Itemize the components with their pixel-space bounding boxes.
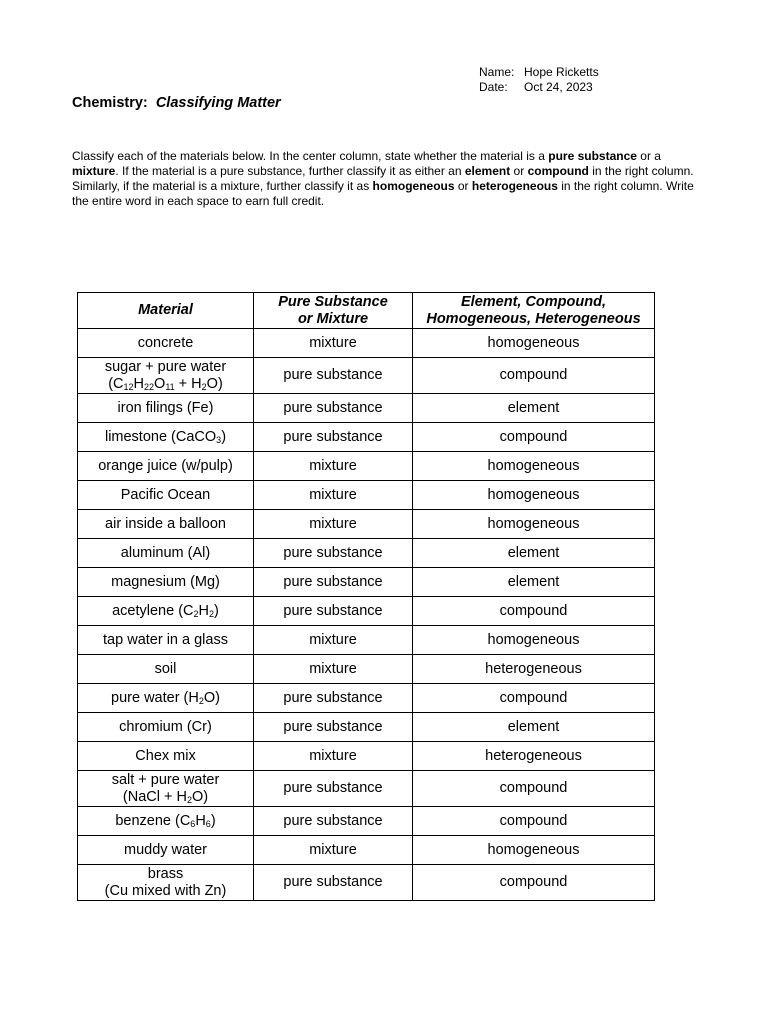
table-row: [78, 481, 655, 510]
instr-bold: compound: [527, 164, 589, 178]
cell-pure-or-mixture: pure substance: [254, 865, 413, 901]
cell-pure-or-mixture: pure substance: [254, 597, 413, 626]
title-prefix: Chemistry:: [72, 95, 148, 111]
header-class-line1: Element, Compound,: [461, 293, 606, 310]
instr-text: . If the material is a pure substance, further classify it as either an: [115, 164, 465, 178]
header-pure-or-mixture: [254, 293, 413, 329]
instr-bold: element: [464, 164, 511, 178]
instr-bold: pure substance: [548, 149, 637, 163]
cell-classification: homogeneous: [413, 329, 655, 358]
cell-pure-or-mixture: mixture: [254, 742, 413, 771]
date-row: [479, 80, 599, 95]
table-row: [78, 423, 655, 452]
instr-text: or: [510, 164, 528, 178]
table-row: [78, 771, 655, 807]
instr-text: in the right column. Similarly, if the material is a mixture, further classify it as: [72, 164, 694, 193]
cell-pure-or-mixture: mixture: [254, 329, 413, 358]
table-row: [78, 807, 655, 836]
cell-pure-or-mixture: pure substance: [254, 568, 413, 597]
cell-pure-or-mixture: pure substance: [254, 423, 413, 452]
instr-text: or a: [636, 149, 661, 163]
cell-classification: homogeneous: [413, 452, 655, 481]
cell-pure-or-mixture: mixture: [254, 452, 413, 481]
table-row: [78, 836, 655, 865]
header-class-line2: Homogeneous, Heterogeneous: [426, 310, 641, 327]
cell-material: soil: [78, 655, 254, 684]
instr-bold: mixture: [72, 164, 116, 178]
cell-pure-or-mixture: mixture: [254, 626, 413, 655]
cell-material: benzene $(C_6H_6)$: [78, 807, 254, 836]
table-row: [78, 655, 655, 684]
instr-text: in the right column. Write the entire word in each space to earn full credit.: [72, 179, 694, 208]
cell-classification: heterogeneous: [413, 655, 655, 684]
header-material: Material: [78, 293, 254, 329]
cell-material: chromium (Cr): [78, 713, 254, 742]
header-pure-line1: Pure Substance: [278, 293, 388, 310]
header-classification: [413, 293, 655, 329]
instr-text: or: [454, 179, 472, 193]
header-pure-line2: or Mixture: [297, 310, 369, 327]
name-row: [479, 65, 599, 80]
date-label: Date:: [479, 80, 508, 94]
table-row: [78, 394, 655, 423]
table-row: [78, 684, 655, 713]
cell-pure-or-mixture: pure substance: [254, 713, 413, 742]
cell-pure-or-mixture: pure substance: [254, 771, 413, 807]
table-row: [78, 865, 655, 901]
table-row: [78, 597, 655, 626]
cell-pure-or-mixture: pure substance: [254, 358, 413, 394]
table-row: [78, 626, 655, 655]
title-main: Classifying Matter: [155, 95, 281, 111]
cell-pure-or-mixture: pure substance: [254, 807, 413, 836]
cell-material: magnesium (Mg): [78, 568, 254, 597]
cell-classification: homogeneous: [413, 626, 655, 655]
cell-classification: compound: [413, 423, 655, 452]
cell-material: muddy water: [78, 836, 254, 865]
instructions: [72, 149, 702, 209]
cell-pure-or-mixture: pure substance: [254, 684, 413, 713]
header-row: [78, 293, 655, 329]
cell-material: iron filings (Fe): [78, 394, 254, 423]
cell-pure-or-mixture: pure substance: [254, 394, 413, 423]
table-row: [78, 452, 655, 481]
cell-classification: compound: [413, 597, 655, 626]
cell-material: Pacific Ocean: [78, 481, 254, 510]
cell-material: brass (Cu mixed with Zn): [78, 865, 254, 901]
instr-text: Classify each of the materials below. In the center column, state whether the material is a: [72, 149, 549, 163]
cell-material: pure water $(H_2O)$: [78, 684, 254, 713]
cell-classification: heterogeneous: [413, 742, 655, 771]
table-row: [78, 568, 655, 597]
cell-classification: element: [413, 713, 655, 742]
cell-pure-or-mixture: mixture: [254, 510, 413, 539]
table-row: [78, 713, 655, 742]
cell-classification: element: [413, 568, 655, 597]
cell-classification: homogeneous: [413, 481, 655, 510]
cell-pure-or-mixture: mixture: [254, 481, 413, 510]
cell-material: acetylene $(C_2H_2)$: [78, 597, 254, 626]
instr-bold: homogeneous: [372, 179, 455, 193]
table-row: [78, 329, 655, 358]
name-value: Hope Ricketts: [524, 65, 599, 79]
cell-material: aluminum (Al): [78, 539, 254, 568]
cell-material: air inside a balloon: [78, 510, 254, 539]
date-value: Oct 24, 2023: [524, 80, 593, 94]
cell-material: orange juice (w/pulp): [78, 452, 254, 481]
cell-pure-or-mixture: mixture: [254, 836, 413, 865]
instr-bold: heterogeneous: [471, 179, 558, 193]
cell-classification: element: [413, 539, 655, 568]
cell-classification: compound: [413, 865, 655, 901]
name-label: Name:: [479, 65, 515, 79]
classification-table: [77, 292, 655, 901]
table-row: [78, 539, 655, 568]
cell-classification: compound: [413, 358, 655, 394]
cell-classification: compound: [413, 684, 655, 713]
cell-classification: compound: [413, 771, 655, 807]
cell-classification: homogeneous: [413, 510, 655, 539]
cell-classification: homogeneous: [413, 836, 655, 865]
cell-material: limestone (CaCO$_3$): [78, 423, 254, 452]
cell-material: Chex mix: [78, 742, 254, 771]
table-row: [78, 742, 655, 771]
table-row: [78, 358, 655, 394]
cell-classification: compound: [413, 807, 655, 836]
cell-material: sugar + pure water $(C_{12}H_{22}O_{11} + H_2O)$: [78, 358, 254, 394]
cell-material: salt + pure water (NaCl + $H_2O$): [78, 771, 254, 807]
cell-material: tap water in a glass: [78, 626, 254, 655]
student-info: [479, 65, 599, 95]
cell-pure-or-mixture: mixture: [254, 655, 413, 684]
table-body: [78, 329, 655, 901]
cell-pure-or-mixture: pure substance: [254, 539, 413, 568]
cell-material: concrete: [78, 329, 254, 358]
cell-classification: element: [413, 394, 655, 423]
page-title: [72, 95, 281, 111]
table-row: [78, 510, 655, 539]
